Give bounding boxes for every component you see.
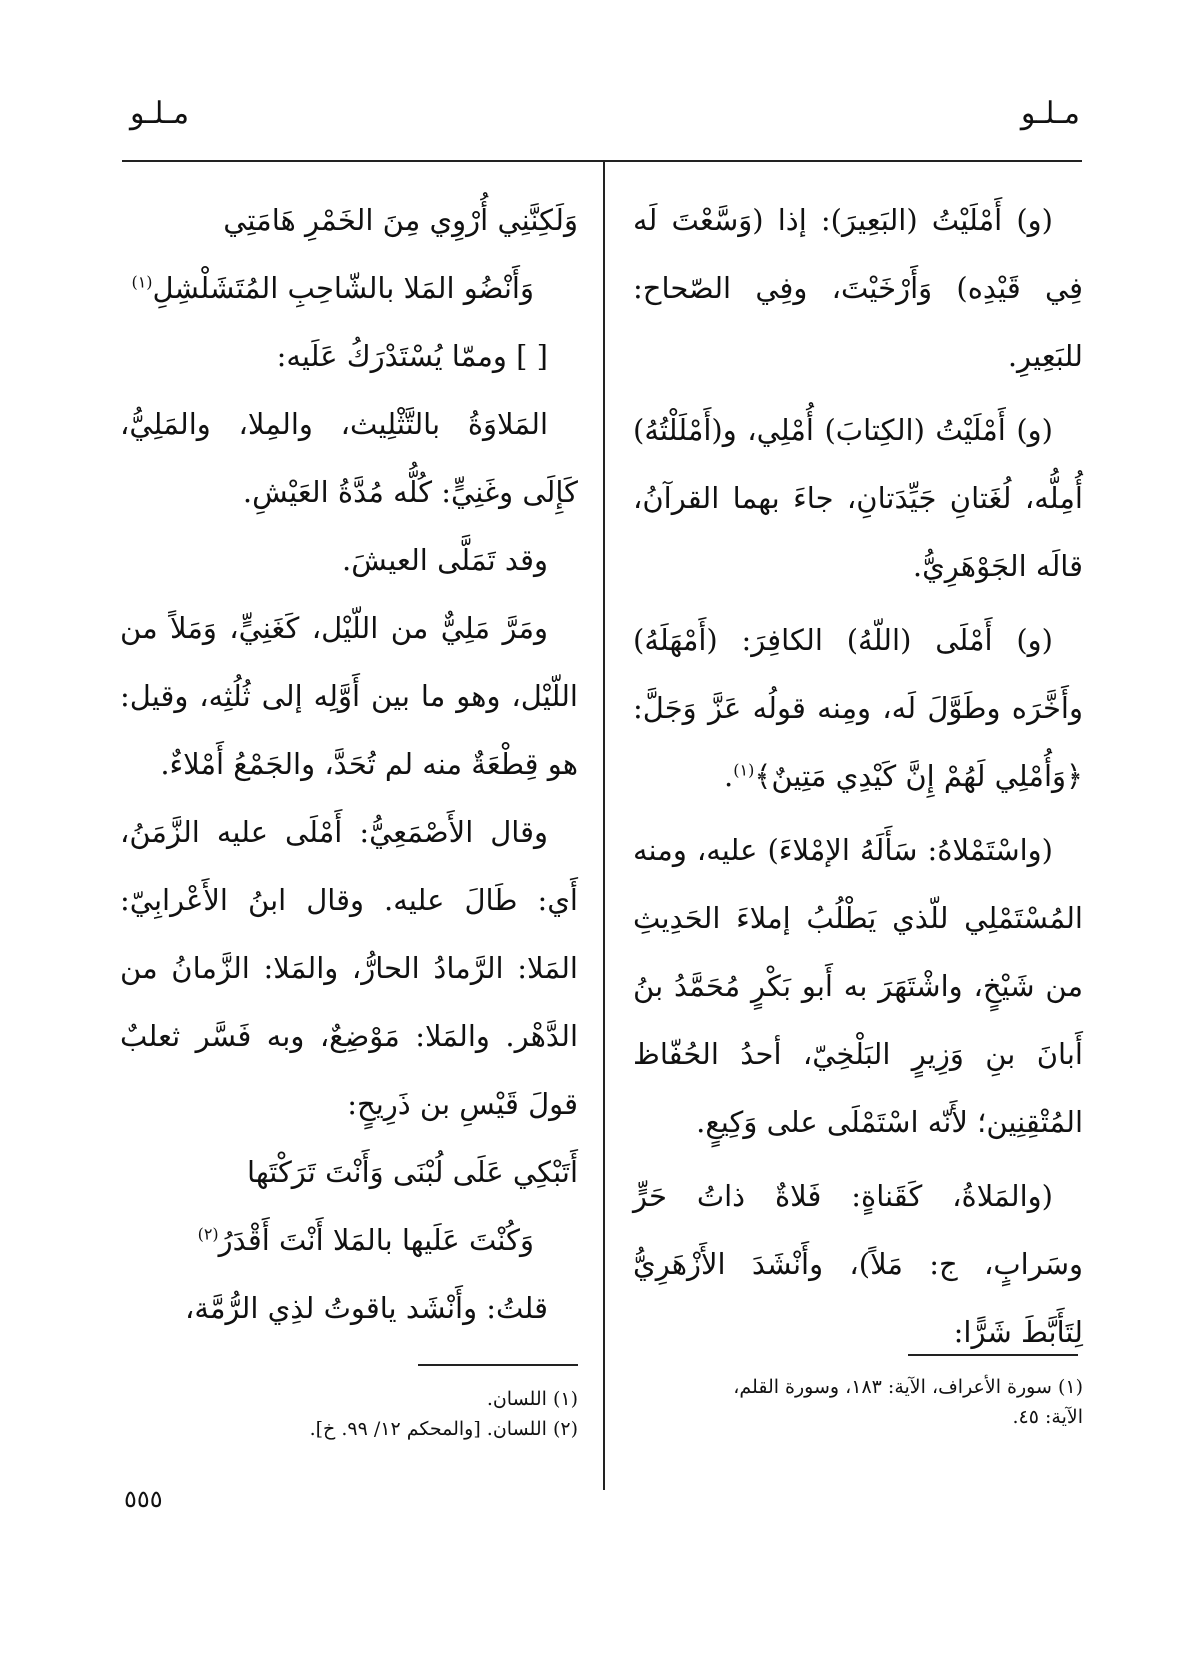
verse-text: وَأَنْضُو المَلا بالشّاحِبِ المُتَشَلْشِلِ xyxy=(152,271,534,305)
entry-paragraph: (و) أَمْلَيْتُ (الكِتابَ) أُمْلِي، و(أَمْلَلْتُهُ) أُمِلُّه، لُغَتانِ جَيِّدَتانِ، جاءَ بهما القرآنُ، قالَه الجَوْهَرِيُّ. xyxy=(633,413,1083,583)
entry-paragraph: (و) أَمْلَيْتُ (البَعِيرَ): إذا (وَسَّعْتَ لَه فِي قَيْدِه) وَأَرْخَيْتَ، وفِي الصّحاح: للبَعِيرِ. xyxy=(633,203,1083,373)
footnote-rule-right xyxy=(908,1354,1078,1356)
footnote-marker: (١) xyxy=(131,272,153,292)
verse-line: وَلَكِنَّنِي أُرْوِي مِنَ الخَمْرِ هَامَتِي xyxy=(223,203,578,237)
quran-citation-text: (و) أَمْلَى (اللّهُ) الكافِرَ: (أَمْهَلَهُ) وأَخَّرَه وطَوَّلَ لَه، ومِنه قولُه عَزَّ وَجَلَّ: ﴿وَأُمْلِي لَهُمْ إِنَّ كَيْدِي مَتِينٌ﴾ xyxy=(633,623,1083,793)
entry-paragraph: (واسْتَمْلاهُ: سَأَلَهُ الإمْلاءَ) عليه، ومنه المُسْتَمْلِي للّذي يَطْلُبُ إملاءَ الحَدِيثِ من شَيْخٍ، واشْتَهَرَ به أَبو بَكْرٍ مُحَمَّدُ بنُ أَبانَ بنِ وَزِيرٍ البَلْخِيّ، أحدُ الحُفّاظ المُتْقِنِين؛ لأَنّه اسْتَمْلَى على وَكِيعٍ. xyxy=(633,833,1083,1139)
footnote-rule-left xyxy=(418,1364,578,1366)
verse-text: وَكُنْتَ عَلَيها بالمَلا أَنْتَ أَقْدَرُ xyxy=(218,1223,534,1257)
left-column xyxy=(120,186,578,1342)
header-root-right: مـلـو xyxy=(1020,96,1080,131)
footnote-marker: (١) xyxy=(733,760,755,780)
footnote-line: (٢) اللسان. [والمحكم ١٢/ ٩٩. خ]. xyxy=(309,1418,578,1440)
running-header xyxy=(120,96,1080,144)
paragraph-end: . xyxy=(724,759,734,793)
verse-line xyxy=(120,254,578,322)
entry-paragraph: وقد تَمَلَّى العيشَ. xyxy=(342,543,548,577)
header-root-left: مـلـو xyxy=(130,96,190,131)
entry-paragraph xyxy=(633,606,1083,810)
entry-paragraph: قلتُ: وأَنْشَد ياقوتُ لذِي الرُّمَّة، xyxy=(185,1291,548,1325)
footnotes-left xyxy=(120,1384,578,1444)
right-column xyxy=(633,186,1083,1366)
footnote-marker: (٢) xyxy=(197,1224,219,1244)
page-number: ٥٥٥ xyxy=(124,1485,163,1513)
column-divider xyxy=(603,162,605,1490)
verse-line: أَتَبْكِي عَلَى لُبْنَى وَأَنْتَ تَرَكْتَها xyxy=(247,1155,578,1189)
entry-paragraph: وقال الأَصْمَعِيُّ: أَمْلَى عليه الزَّمَنُ، أَي: طَالَ عليه. وقال ابنُ الأَعْرابِيّ: المَلا: الرَّمادُ الحارُّ، والمَلا: الزَّمانُ من الدَّهْر. والمَلا: مَوْضِعٌ، وبه فَسَّر ثعلبٌ قولَ قَيْسِ بن ذَرِيحٍ: xyxy=(120,815,578,1121)
header-rule xyxy=(122,160,1082,162)
entry-paragraph: ومَرَّ مَلِيٌّ من اللّيْل، كَغَنِيٍّ، وَمَلاً من اللّيْل، وهو ما بين أَوَّلِه إلى ثُلُثِه، وقيل: هو قِطْعَةٌ منه لم تُحَدَّ، والجَمْعُ أَمْلاءٌ. xyxy=(120,611,578,781)
entry-paragraph: (والمَلاةُ، كَقَناةٍ: فَلاةٌ ذاتُ حَرٍّ وسَرابٍ، ج: مَلاً)، وأَنْشَدَ الأَزْهَرِيُّ لِتَأَبَّطَ شَرًّا: xyxy=(633,1179,1083,1349)
footnote-line: (١) اللسان. xyxy=(486,1388,578,1410)
footnotes-right xyxy=(633,1372,1083,1432)
footnote-line: (١) سورة الأعراف، الآية: ١٨٣، وسورة القلم، xyxy=(733,1376,1083,1398)
entry-paragraph: المَلاوَةُ بالتَّثْلِيث، والمِلا، والمَلِيُّ، كَإِلَى وغَنِيٍّ: كُلُّه مُدَّةُ العَيْشِ. xyxy=(120,407,578,509)
footnote-line: الآية: ٤٥. xyxy=(1012,1406,1083,1428)
entry-paragraph: [ ] وممّا يُسْتَدْرَكُ عَلَيه: xyxy=(276,339,548,373)
verse-line xyxy=(120,1206,578,1274)
